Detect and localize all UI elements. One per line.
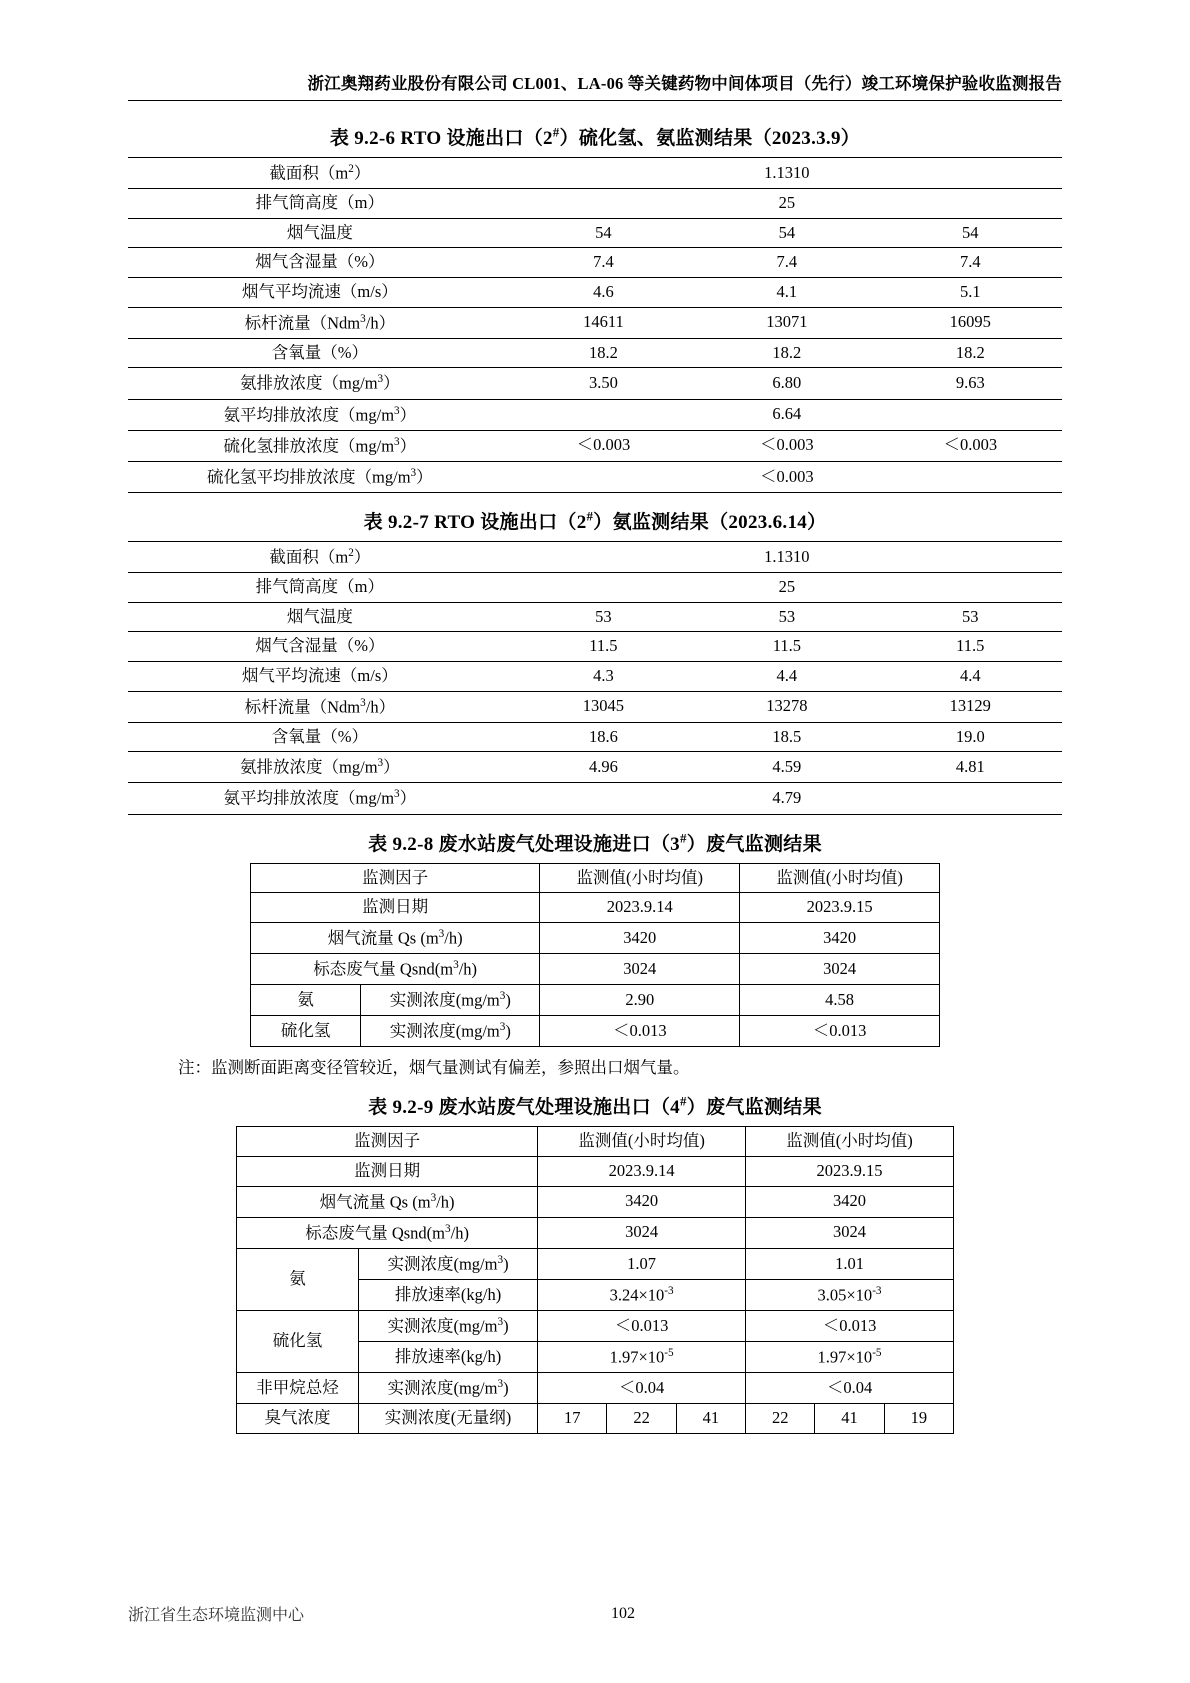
row-label: 烟气平均流速（m/s） bbox=[128, 661, 512, 691]
cell-value: 4.79 bbox=[512, 783, 1062, 814]
table-row bbox=[128, 368, 1062, 399]
row-label: 监测日期 bbox=[251, 893, 540, 923]
table-row bbox=[128, 248, 1062, 278]
cell-value: 2.90 bbox=[540, 985, 740, 1016]
row-label: 烟气流量 Qs $(m^3/h)$ bbox=[237, 1186, 538, 1217]
cell-value: ＜0.04 bbox=[538, 1373, 746, 1404]
table-row bbox=[128, 541, 1062, 572]
column-header: 监测值(小时均值) bbox=[740, 863, 940, 893]
table-header-row bbox=[237, 1127, 954, 1157]
table-row bbox=[237, 1186, 954, 1217]
table-row bbox=[128, 691, 1062, 722]
cell-value: 4.3 bbox=[512, 661, 695, 691]
cell-value: 16095 bbox=[879, 307, 1062, 338]
cell-value: ＜0.04 bbox=[746, 1373, 954, 1404]
cell-value: 13129 bbox=[879, 691, 1062, 722]
cell-value: 22 bbox=[607, 1404, 676, 1434]
row-label: 标态废气量 $Qsnd(m^3/h)$ bbox=[251, 953, 540, 984]
cell-value: 11.5 bbox=[879, 632, 1062, 662]
table-row bbox=[128, 722, 1062, 752]
cell-value: ＜0.003 bbox=[512, 461, 1062, 492]
table-title-9-2-9: 表 9.2-9 废水站废气处理设施出口（4#）废气监测结果 bbox=[368, 1093, 822, 1119]
cell-value: 4.6 bbox=[512, 278, 695, 308]
cell-value: 3024 bbox=[538, 1217, 746, 1248]
table-row bbox=[128, 307, 1062, 338]
cell-value: 25 bbox=[512, 189, 1062, 219]
table-row bbox=[128, 461, 1062, 492]
row-label: 含氧量（%） bbox=[128, 722, 512, 752]
cell-value: 53 bbox=[695, 602, 878, 632]
cell-value: ＜0.013 bbox=[746, 1311, 954, 1342]
cell-value: ＜0.003 bbox=[879, 430, 1062, 461]
column-header: 监测因子 bbox=[237, 1127, 538, 1157]
cell-value: $1.97\times 10^{-5}$ bbox=[538, 1342, 746, 1373]
cell-value: 11.5 bbox=[695, 632, 878, 662]
table-title-9-2-7: 表 9.2-7 RTO 设施出口（2#）氨监测结果（2023.6.14） bbox=[363, 508, 827, 533]
table-row bbox=[128, 602, 1062, 632]
table-row bbox=[128, 783, 1062, 814]
cell-value: 4.96 bbox=[512, 752, 695, 783]
row-label: 标杆流量（Ndm$^3$/h） bbox=[128, 307, 512, 338]
row-label: 排气筒高度（m） bbox=[128, 189, 512, 219]
row-label: 实测浓度(无量纲) bbox=[358, 1404, 537, 1434]
column-header: 监测值(小时均值) bbox=[746, 1127, 954, 1157]
row-label: 烟气平均流速（m/s） bbox=[128, 278, 512, 308]
row-label: 氨平均排放浓度$(mg/m^3)$ bbox=[128, 783, 512, 814]
cell-value: 4.4 bbox=[879, 661, 1062, 691]
cell-value: 2023.9.15 bbox=[746, 1156, 954, 1186]
table-row bbox=[128, 158, 1062, 189]
cell-value: 18.2 bbox=[695, 338, 878, 368]
cell-value: ＜0.013 bbox=[540, 1016, 740, 1047]
cell-value: 1.1310 bbox=[512, 158, 1062, 189]
table-row bbox=[251, 893, 940, 923]
cell-value: 4.59 bbox=[695, 752, 878, 783]
table-row bbox=[251, 953, 940, 984]
cell-value: 54 bbox=[695, 218, 878, 248]
row-label: 烟气温度 bbox=[128, 602, 512, 632]
row-label: 排气筒高度（m） bbox=[128, 573, 512, 603]
row-group-label: 氨 bbox=[251, 985, 361, 1016]
cell-value: 6.80 bbox=[695, 368, 878, 399]
table-row bbox=[251, 985, 940, 1016]
cell-value: 7.4 bbox=[695, 248, 878, 278]
row-label: 实测浓度$(mg/m^3)$ bbox=[358, 1248, 537, 1279]
cell-value: 17 bbox=[538, 1404, 607, 1434]
table-row bbox=[128, 632, 1062, 662]
row-label: 标杆流量（Ndm$^3$/h） bbox=[128, 691, 512, 722]
cell-value: 2023.9.14 bbox=[540, 893, 740, 923]
table-row bbox=[251, 922, 940, 953]
cell-value: 9.63 bbox=[879, 368, 1062, 399]
column-header: 监测值(小时均值) bbox=[540, 863, 740, 893]
row-label: 氨排放浓度$(mg/m^3)$ bbox=[128, 368, 512, 399]
table-row bbox=[128, 278, 1062, 308]
cell-value: 3420 bbox=[740, 922, 940, 953]
row-label: 氨平均排放浓度$(mg/m^3)$ bbox=[128, 399, 512, 430]
table-row bbox=[128, 399, 1062, 430]
cell-value: 13071 bbox=[695, 307, 878, 338]
table-row bbox=[128, 573, 1062, 603]
cell-value: 7.4 bbox=[512, 248, 695, 278]
cell-value: 19.0 bbox=[879, 722, 1062, 752]
table-row bbox=[237, 1404, 954, 1434]
cell-value: 4.58 bbox=[740, 985, 940, 1016]
cell-value: 53 bbox=[879, 602, 1062, 632]
footer-organization: 浙江省生态环境监测中心 bbox=[128, 1607, 305, 1624]
cell-value: 5.1 bbox=[879, 278, 1062, 308]
row-group-label: 氨 bbox=[237, 1248, 359, 1310]
row-group-label: 臭气浓度 bbox=[237, 1404, 359, 1434]
row-group-label: 硫化氢 bbox=[237, 1311, 359, 1373]
row-label: 实测浓度$(mg/m^3)$ bbox=[361, 985, 540, 1016]
cell-value: 4.4 bbox=[695, 661, 878, 691]
row-label: 含氧量（%） bbox=[128, 338, 512, 368]
cell-value: 1.01 bbox=[746, 1248, 954, 1279]
cell-value: 25 bbox=[512, 573, 1062, 603]
cell-value: ＜0.013 bbox=[538, 1311, 746, 1342]
row-label: 实测浓度$(mg/m^3)$ bbox=[361, 1016, 540, 1047]
table-row bbox=[237, 1373, 954, 1404]
cell-value: $3.24\times 10^{-3}$ bbox=[538, 1279, 746, 1310]
cell-value: 22 bbox=[746, 1404, 815, 1434]
row-label: 实测浓度$(mg/m^3)$ bbox=[358, 1311, 537, 1342]
page-header: 浙江奥翔药业股份有限公司 CL001、LA-06 等关键药物中间体项目（先行）竣工环境保护验收监测报告 bbox=[128, 70, 1062, 101]
cell-value: ＜0.003 bbox=[512, 430, 695, 461]
column-header: 监测因子 bbox=[251, 863, 540, 893]
cell-value: 18.2 bbox=[512, 338, 695, 368]
table-row bbox=[128, 661, 1062, 691]
table-row bbox=[128, 189, 1062, 219]
table-row bbox=[237, 1156, 954, 1186]
table-9-2-8 bbox=[250, 863, 940, 1048]
cell-value: 3.50 bbox=[512, 368, 695, 399]
cell-value: 18.2 bbox=[879, 338, 1062, 368]
table-row bbox=[237, 1311, 954, 1342]
cell-value: 11.5 bbox=[512, 632, 695, 662]
table-row bbox=[128, 218, 1062, 248]
row-label: 硫化氢平均排放浓度$(mg/m^3)$ bbox=[128, 461, 512, 492]
cell-value: 18.5 bbox=[695, 722, 878, 752]
table-row bbox=[251, 1016, 940, 1047]
row-label: 氨排放浓度$(mg/m^3)$ bbox=[128, 752, 512, 783]
cell-value: 53 bbox=[512, 602, 695, 632]
row-group-label: 非甲烷总烃 bbox=[237, 1373, 359, 1404]
table-row bbox=[128, 338, 1062, 368]
row-label: 烟气含湿量（%） bbox=[128, 248, 512, 278]
table-row bbox=[128, 752, 1062, 783]
row-group-label: 硫化氢 bbox=[251, 1016, 361, 1047]
table-row bbox=[237, 1217, 954, 1248]
cell-value: 3024 bbox=[746, 1217, 954, 1248]
table-9-2-7 bbox=[128, 541, 1062, 815]
cell-value: $3.05\times 10^{-3}$ bbox=[746, 1279, 954, 1310]
row-label: 截面积$(m^2)$ bbox=[128, 541, 512, 572]
cell-value: 2023.9.15 bbox=[740, 893, 940, 923]
row-label: 排放速率(kg/h) bbox=[358, 1279, 537, 1310]
cell-value: 4.1 bbox=[695, 278, 878, 308]
cell-value: 18.6 bbox=[512, 722, 695, 752]
cell-value: 2023.9.14 bbox=[538, 1156, 746, 1186]
page-footer bbox=[0, 1602, 1190, 1625]
table-row bbox=[128, 430, 1062, 461]
row-label: 监测日期 bbox=[237, 1156, 538, 1186]
cell-value: ＜0.013 bbox=[740, 1016, 940, 1047]
cell-value: 54 bbox=[512, 218, 695, 248]
cell-value: 3420 bbox=[538, 1186, 746, 1217]
row-label: 烟气温度 bbox=[128, 218, 512, 248]
cell-value: 41 bbox=[815, 1404, 884, 1434]
cell-value: 3420 bbox=[746, 1186, 954, 1217]
row-label: 截面积$(m^2)$ bbox=[128, 158, 512, 189]
cell-value: 4.81 bbox=[879, 752, 1062, 783]
row-label: 排放速率(kg/h) bbox=[358, 1342, 537, 1373]
cell-value: 19 bbox=[884, 1404, 953, 1434]
row-label: 硫化氢排放浓度$(mg/m^3)$ bbox=[128, 430, 512, 461]
table-title-9-2-8: 表 9.2-8 废水站废气处理设施进口（3#）废气监测结果 bbox=[368, 830, 822, 855]
cell-value: 41 bbox=[676, 1404, 745, 1434]
page-number: 102 bbox=[611, 1604, 635, 1622]
row-label: 实测浓度$(mg/m^3)$ bbox=[358, 1373, 537, 1404]
row-label: 标态废气量 $Qsnd(m^3/h)$ bbox=[237, 1217, 538, 1248]
cell-value: 3420 bbox=[540, 922, 740, 953]
cell-value: 1.07 bbox=[538, 1248, 746, 1279]
cell-value: 6.64 bbox=[512, 399, 1062, 430]
cell-value: $1.97\times 10^{-5}$ bbox=[746, 1342, 954, 1373]
table-9-2-9 bbox=[236, 1126, 954, 1434]
cell-value: 13045 bbox=[512, 691, 695, 722]
row-label: 烟气含湿量（%） bbox=[128, 632, 512, 662]
cell-value: ＜0.003 bbox=[695, 430, 878, 461]
table-9-2-6 bbox=[128, 157, 1062, 493]
row-label: 烟气流量 Qs $(m^3/h)$ bbox=[251, 922, 540, 953]
cell-value: 3024 bbox=[540, 953, 740, 984]
table-header-row bbox=[251, 863, 940, 893]
cell-value: 13278 bbox=[695, 691, 878, 722]
cell-value: 14611 bbox=[512, 307, 695, 338]
table-title-9-2-6: 表 9.2-6 RTO 设施出口（2#）硫化氢、氨监测结果（2023.3.9） bbox=[329, 124, 861, 149]
cell-value: 3024 bbox=[740, 953, 940, 984]
table-note: 注：监测断面距离变径管较近，烟气量测试有偏差，参照出口烟气量。 bbox=[178, 1058, 690, 1078]
cell-value: 1.1310 bbox=[512, 541, 1062, 572]
column-header: 监测值(小时均值) bbox=[538, 1127, 746, 1157]
cell-value: 7.4 bbox=[879, 248, 1062, 278]
cell-value: 54 bbox=[879, 218, 1062, 248]
table-row bbox=[237, 1248, 954, 1279]
